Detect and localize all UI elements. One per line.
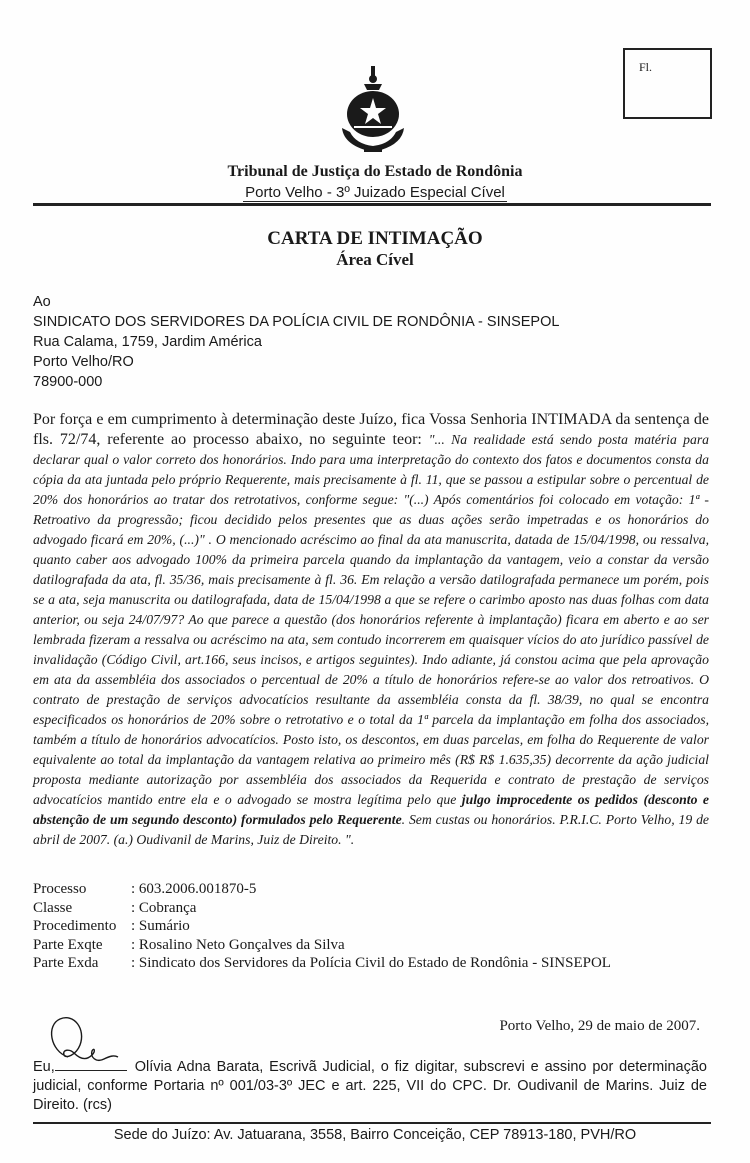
recipient-line: 78900-000 [33, 374, 103, 390]
document-title: CARTA DE INTIMAÇÃO [267, 228, 483, 249]
recipient-line: Porto Velho/RO [33, 354, 134, 370]
process-value: : 603.2006.001870-5 [131, 881, 257, 897]
class-value: : Cobrança [131, 899, 197, 916]
court-subtitle [0, 184, 750, 201]
plaintiff-label: Parte Exqte [33, 936, 103, 953]
summons-body [33, 410, 709, 850]
procedure-label: Procedimento [33, 918, 117, 934]
process-label: Processo [33, 881, 87, 897]
body-intro: Por força e em cumprimento à determinação deste Juízo, fica Vossa Senhoria INTIMADA da sentença de fls. 72/74, referente ao processo abaixo, no seguinte teor: [33, 411, 709, 448]
recipient-line: SINDICATO DOS SERVIDORES DA POLÍCIA CIVIL DE RONDÔNIA - SINSEPOL [33, 314, 560, 330]
clerk-statement [33, 1058, 707, 1115]
defendant-row [33, 954, 723, 973]
court-name: Tribunal de Justiça do Estado de Rondônia [227, 163, 523, 180]
court-address-footer: Sede do Juízo: Av. Jatuarana, 3558, Bairro Conceição, CEP 78913-180, PVH/RO [113, 1127, 637, 1143]
issue-date: Porto Velho, 29 de maio de 2007. [499, 1018, 700, 1034]
recipient-line: Rua Calama, 1759, Jardim América [33, 334, 262, 350]
procedure-value: : Sumário [131, 918, 190, 934]
plaintiff-value: : Rosalino Neto Gonçalves da Silva [131, 936, 345, 953]
recipient-address [33, 292, 723, 392]
sentence-ruling: julgo improcedente os pedidos (desconto e abstenção de um segundo desconto) formulados pelo Requerente [33, 792, 709, 827]
defendant-label: Parte Exda [33, 955, 99, 971]
clerk-prefix: Eu, [33, 1059, 55, 1075]
recipient-line: Ao [33, 294, 51, 310]
folio-label: Fl. [639, 60, 653, 74]
procedure-row [33, 917, 723, 936]
header-divider [33, 203, 711, 206]
class-label: Classe [33, 899, 73, 916]
plaintiff-row [33, 936, 723, 955]
sentence-quote: "... Na realidade está sendo posta matéria para declarar qual o valor correto dos honorários. Indo para uma interpretação do contexto dos fatos e documentos consta da cópia da ata juntada pelo próprio Requerente, mais precisamente à fl. 11, que se passou a estipular sobre o percentual de 20% dos honorários ao tratar dos retrotativos, conforme segue: "(...) Após comentários foi colocado em votação: 1ª - Retroativo da progressão; ficou decidido pelos presentes que as duas ações serão impetradas e os honorários do advogado ficará em 20%, (...)" . O mencionado acréscimo ao final da ata manuscrita, datada de 15/04/1998, ou ressalva, quanto caber aos advogado 100% da primeira parcela quando da implantação da vantagem, veio a constar da versão datilografada da ata, fl. 35/36, mais precisamente à fl. 36. Em relação a versão datilografada permanece um porém, pois se a ata, seja manuscrita ou datilografada, data de 15/04/1998 a que se refere o carimbo aposto nas duas folhas com data anterior, ou seja 24/07/97? Ao que parece a questão (dos honorários referente à implantação) ficara em aberto e ao ser lembrada fizeram a ressalva ou acréscimo na ata, sem contudo incorrerem em quaisquer vícios do ato jurídico passível de invalidação (Código Civil, art.166, seus incisos, e artigos seguintes). Indo adiante, já constou acima que pela aprovação em ata da assembléia dos associados o percentual de 20% a título de honorários refere-se ao valor dos retroativos. O contrato de prestação de serviços advocatícios resultante da assembléia consta da fl. 38/39, no qual se encontra especificados os honorários de 20% sobre o retrotativo e o total da 1ª parcela da implantação em folha dos associados, também a título de honorários advocatícios. Posto isto, os descontos, em duas parcelas, em folha do Requerente de valor equivalente ao total da implantação da vantagem relativa ao primeiro mês (R$ R$ 1.635,35) decorrente da ação judicial proposta mediante autorização por assembléia dos associados da Requerida e contrato de prestação de serviços advocatícios mantido entre ela e o advogado se mostra legítima pelo que [33, 432, 710, 807]
court-subtitle-text: Porto Velho - 3º Juizado Especial Cível [245, 184, 505, 201]
sentence-closing: . Sem custas ou honorários. P.R.I.C. Porto Velho, 19 de abril de 2007. (a.) Oudivanil de Marins, Juiz de Direito. ". [33, 812, 709, 847]
footer-divider [33, 1122, 711, 1124]
clerk-text: Olívia Adna Barata, Escrivã Judicial, o fiz digitar, subscrevi e assino por determinação judicial, conforme Portaria nº 001/03-3º JEC e art. 225, VII do CPC. Dr. Oudivanil de Marins. Juiz de Direito. (rcs) [33, 1059, 707, 1113]
folio-box [623, 48, 712, 119]
coat-of-arms-icon [334, 66, 412, 158]
process-row [33, 880, 723, 899]
signature-line [55, 1058, 127, 1071]
class-row [33, 899, 723, 918]
document-subtitle: Área Cível [336, 250, 414, 269]
defendant-value: : Sindicato dos Servidores da Polícia Civil do Estado de Rondônia - SINSEPOL [131, 955, 611, 971]
process-details [33, 880, 723, 973]
